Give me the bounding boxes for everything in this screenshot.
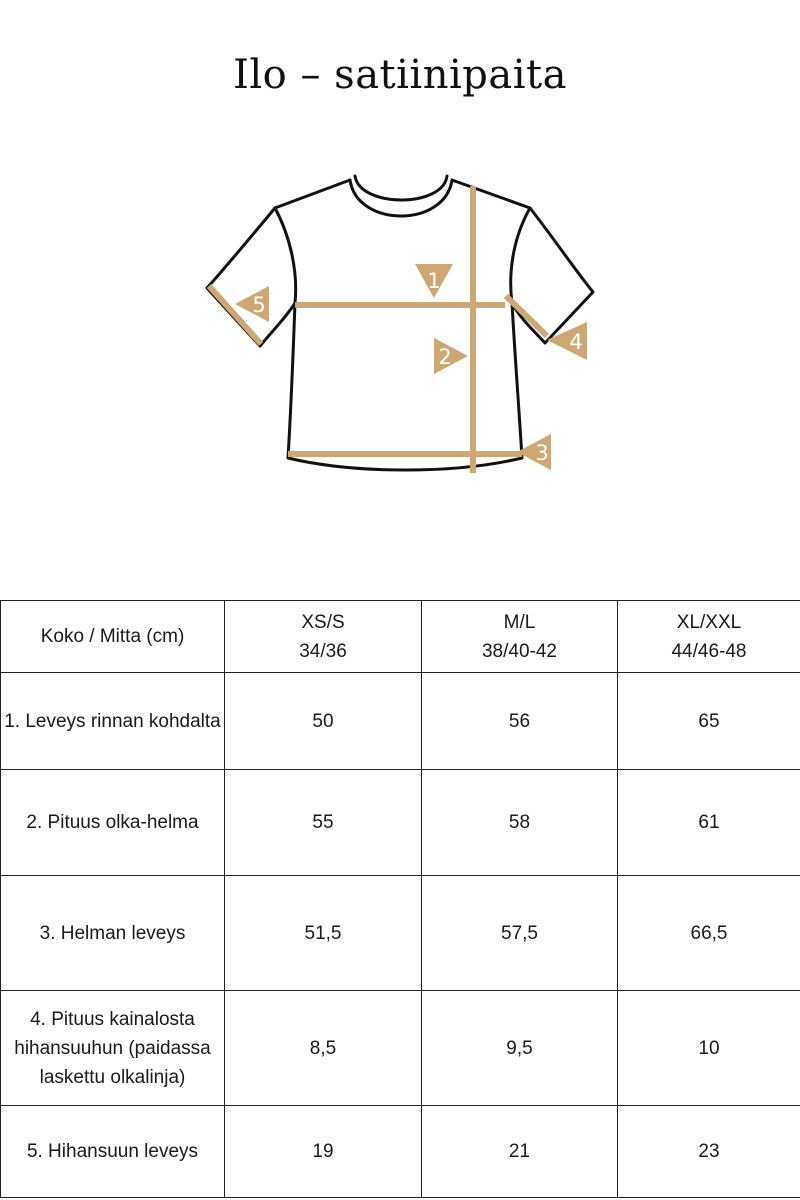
row-value: 51,5 bbox=[225, 876, 422, 991]
page-title: Ilo – satiinipaita bbox=[233, 52, 567, 98]
marker-3-label: 3 bbox=[535, 441, 549, 465]
table-row bbox=[1, 991, 800, 1106]
row-value: 55 bbox=[225, 770, 422, 876]
size-numbers: 44/46-48 bbox=[671, 640, 747, 662]
table-row bbox=[1, 770, 800, 876]
row-value: 56 bbox=[422, 673, 618, 770]
marker-2 bbox=[434, 338, 468, 374]
row-value: 23 bbox=[618, 1106, 800, 1198]
row-value: 57,5 bbox=[422, 876, 618, 991]
marker-1 bbox=[415, 264, 453, 298]
shirt-measurement-diagram bbox=[195, 168, 615, 488]
header-corner-cell: Koko / Mitta (cm) bbox=[1, 601, 225, 673]
row-value: 66,5 bbox=[618, 876, 800, 991]
marker-2-label: 2 bbox=[438, 345, 452, 369]
header-size-cell bbox=[422, 601, 618, 673]
size-name: M/L bbox=[503, 611, 536, 633]
size-chart-table bbox=[0, 600, 800, 1198]
row-label: 1. Leveys rinnan kohdalta bbox=[1, 673, 225, 770]
row-value: 58 bbox=[422, 770, 618, 876]
row-label: 5. Hihansuun leveys bbox=[1, 1106, 225, 1198]
header-size-cell bbox=[225, 601, 422, 673]
table-row bbox=[1, 673, 800, 770]
marker-1-label: 1 bbox=[427, 269, 441, 293]
shirt-diagram-svg bbox=[195, 168, 615, 488]
header-size-cell bbox=[618, 601, 800, 673]
marker-4-label: 4 bbox=[569, 330, 583, 354]
row-value: 61 bbox=[618, 770, 800, 876]
table-row bbox=[1, 1106, 800, 1198]
table-row bbox=[1, 876, 800, 991]
row-value: 50 bbox=[225, 673, 422, 770]
row-value: 9,5 bbox=[422, 991, 618, 1106]
row-value: 8,5 bbox=[225, 991, 422, 1106]
row-label: 3. Helman leveys bbox=[1, 876, 225, 991]
table-header-row bbox=[1, 601, 800, 673]
measurement-lines bbox=[209, 186, 547, 473]
size-name: XS/S bbox=[301, 611, 345, 633]
marker-5-label: 5 bbox=[252, 293, 266, 317]
row-label: 2. Pituus olka-helma bbox=[1, 770, 225, 876]
row-label: 4. Pituus kainalosta hihansuuhun (paidassa laskettu olkalinja) bbox=[1, 991, 225, 1106]
size-numbers: 38/40-42 bbox=[481, 640, 557, 662]
row-value: 10 bbox=[618, 991, 800, 1106]
row-value: 19 bbox=[225, 1106, 422, 1198]
row-value: 21 bbox=[422, 1106, 618, 1198]
marker-4 bbox=[547, 322, 587, 360]
size-numbers: 34/36 bbox=[299, 640, 347, 662]
size-name: XL/XXL bbox=[676, 611, 742, 633]
row-value: 65 bbox=[618, 673, 800, 770]
